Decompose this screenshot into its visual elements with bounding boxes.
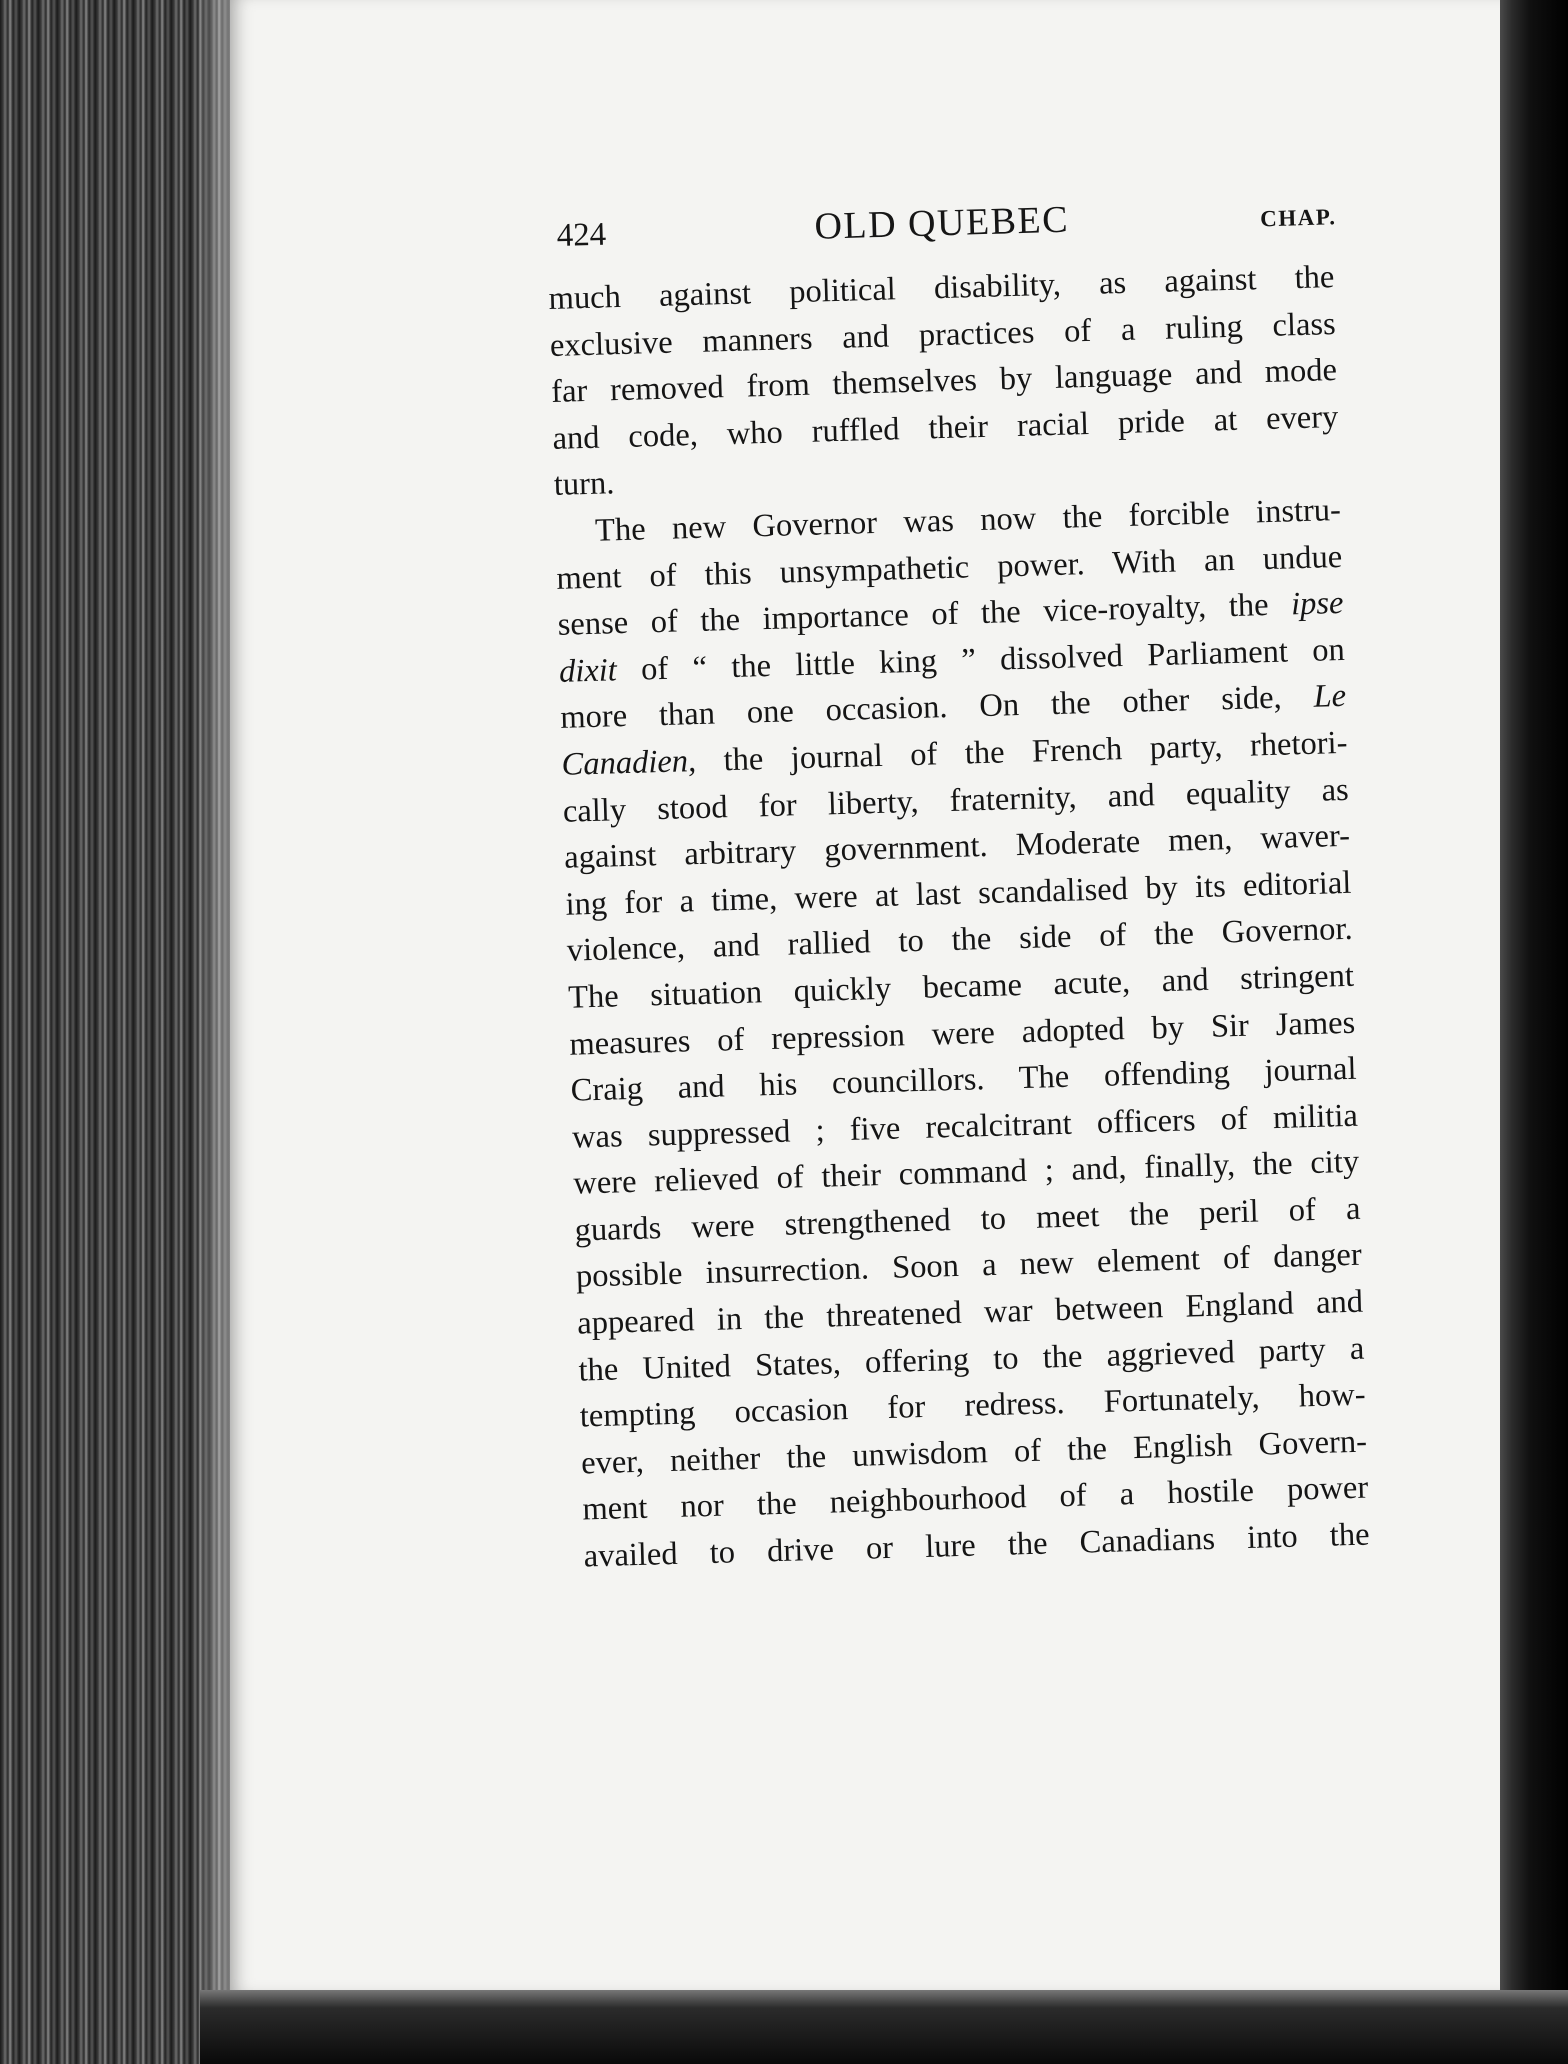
facing-page-edge <box>1500 0 1568 2064</box>
text-line: availed to drive or lure the Canadians into the <box>583 1516 1370 1575</box>
text-line: appeared in the threatened war between England and <box>576 1283 1364 1342</box>
italic-phrase: Canadien, <box>561 742 697 783</box>
body-text <box>548 254 1370 1580</box>
text-line: the United States, offering to the aggrieved party a <box>578 1330 1365 1389</box>
text-line: Craig and his councillors. The offending journal <box>570 1050 1357 1109</box>
text-line: turn. <box>553 465 615 504</box>
text-line: were relieved of their command ; and, finally, the city <box>572 1143 1360 1202</box>
text-line: tempting occasion for redress. Fortunately, how- <box>579 1376 1367 1435</box>
italic-phrase: ipse <box>1290 585 1344 623</box>
chapter-label: CHAP. <box>1259 204 1337 232</box>
text-run: more than one occasion. On the other side, <box>559 680 1283 737</box>
book-title: OLD QUEBEC <box>813 198 1070 248</box>
text-line: cally stood for liberty, fraternity, and equality as <box>562 771 1350 830</box>
text-line: much against political disability, as against the <box>548 259 1335 317</box>
text-run: of “ the little king ” dissolved Parliament on <box>640 631 1346 688</box>
text-line: ever, neither the unwisdom of the English Govern- <box>580 1423 1368 1482</box>
text-line: violence, and rallied to the side of the Governor. <box>566 911 1354 970</box>
text-line: ing for a time, were at last scandalised by its editorial <box>565 864 1352 923</box>
text-line: and code, who ruffled their racial pride at every <box>552 398 1339 457</box>
text-line: exclusive manners and practices of a ruling class <box>549 305 1337 364</box>
text-line: guards were strengthened to meet the peril of a <box>574 1190 1361 1249</box>
text-line: possible insurrection. Soon a new element of danger <box>575 1237 1363 1296</box>
page-number: 424 <box>556 216 607 254</box>
text-line: ment of this unsympathetic power. With an undue <box>555 538 1343 597</box>
text-line: The situation quickly became acute, and stringent <box>567 957 1355 1016</box>
text-line: measures of repression were adopted by Sir James <box>568 1004 1356 1063</box>
italic-phrase: Le <box>1313 678 1347 716</box>
book-bottom-edge <box>200 1990 1568 2064</box>
text-run: sense of the importance of the vice-royalty, the <box>557 587 1270 644</box>
text-run: the journal of the French party, rhetori- <box>723 724 1348 779</box>
text-line: far removed from themselves by language and mode <box>550 352 1338 411</box>
text-line: was suppressed ; five recalcitrant officers of militia <box>571 1097 1359 1156</box>
text-line: ment nor the neighbourhood of a hostile power <box>581 1470 1369 1528</box>
text-line: against arbitrary government. Moderate men, waver- <box>563 817 1351 876</box>
italic-phrase: dixit <box>558 651 618 690</box>
paragraph-first-line: The new Governor was now the forcible instru- <box>594 491 1342 549</box>
